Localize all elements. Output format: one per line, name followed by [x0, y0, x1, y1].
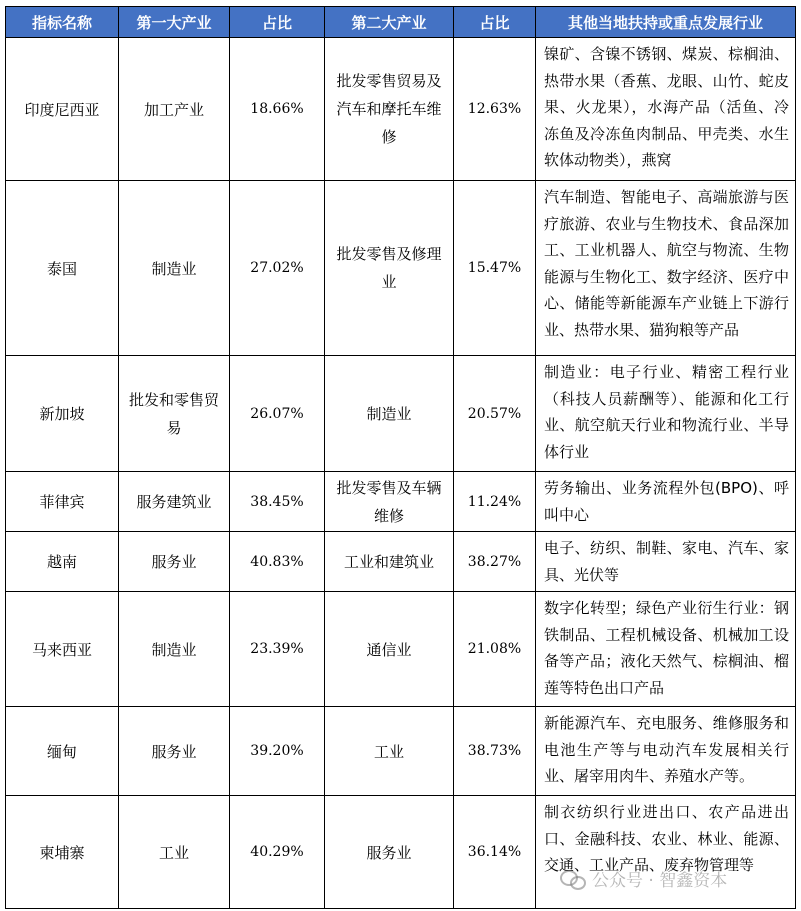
second-industry-cell: 制造业	[325, 356, 454, 472]
other-industries-cell: 汽车制造、智能电子、高端旅游与医疗旅游、农业与生物技术、食品深加工、工业机器人、航空与物流、生物能源与生物化工、数字经济、医疗中心、储能等新能源车产业链上下游行业、热带水果、猫狗粮等产品	[536, 181, 796, 356]
other-industries-cell: 镍矿、含镍不锈钢、煤炭、棕榈油、热带水果（香蕉、龙眼、山竹、蛇皮果、火龙果），水海产品（活鱼、冷冻鱼及冷冻鱼肉制品、甲壳类、水生软体动物类），燕窝	[536, 38, 796, 181]
first-industry-cell: 制造业	[119, 592, 230, 707]
table-row	[6, 38, 796, 181]
second-industry-cell: 工业	[325, 707, 454, 796]
second-share-cell: 38.73%	[454, 707, 536, 796]
second-share-cell: 36.14%	[454, 796, 536, 909]
second-industry-cell: 批发零售及车辆维修	[325, 472, 454, 532]
first-share-cell: 38.45%	[230, 472, 325, 532]
country-cell: 缅甸	[6, 707, 119, 796]
first-share-cell: 18.66%	[230, 38, 325, 181]
other-industries-cell: 制衣纺织行业进出口、农产品进出口、金融科技、农业、林业、能源、交通、工业产品、废弃物管理等	[536, 796, 796, 909]
first-share-cell: 40.83%	[230, 532, 325, 592]
first-industry-cell: 服务业	[119, 532, 230, 592]
second-share-cell: 12.63%	[454, 38, 536, 181]
first-industry-cell: 加工产业	[119, 38, 230, 181]
second-industry-cell: 工业和建筑业	[325, 532, 454, 592]
other-industries-cell: 电子、纺织、制鞋、家电、汽车、家具、光伏等	[536, 532, 796, 592]
other-industries-cell: 数字化转型；绿色产业衍生行业：钢铁制品、工程机械设备、机械加工设备等产品；液化天然气、棕榈油、榴莲等特色出口产品	[536, 592, 796, 707]
second-industry-cell: 批发零售贸易及汽车和摩托车维修	[325, 38, 454, 181]
industry-table	[5, 6, 796, 909]
first-share-cell: 40.29%	[230, 796, 325, 909]
first-industry-cell: 服务业	[119, 707, 230, 796]
country-cell: 越南	[6, 532, 119, 592]
second-industry-cell: 服务业	[325, 796, 454, 909]
first-share-cell: 26.07%	[230, 356, 325, 472]
first-share-cell: 39.20%	[230, 707, 325, 796]
country-cell: 新加坡	[6, 356, 119, 472]
first-industry-cell: 服务建筑业	[119, 472, 230, 532]
country-cell: 泰国	[6, 181, 119, 356]
second-industry-cell: 批发零售及修理业	[325, 181, 454, 356]
table-row	[6, 532, 796, 592]
table-row	[6, 707, 796, 796]
country-cell: 菲律宾	[6, 472, 119, 532]
second-share-cell: 20.57%	[454, 356, 536, 472]
country-cell: 柬埔寨	[6, 796, 119, 909]
table-row	[6, 472, 796, 532]
header-second-industry: 第二大产业	[325, 7, 454, 38]
header-second-share: 占比	[454, 7, 536, 38]
header-row	[6, 7, 796, 38]
table-row	[6, 796, 796, 909]
table-container	[5, 6, 795, 909]
table-row	[6, 356, 796, 472]
other-industries-cell: 新能源汽车、充电服务、维修服务和电池生产等与电动汽车发展相关行业、屠宰用肉牛、养殖水产等。	[536, 707, 796, 796]
other-industries-cell: 劳务输出、业务流程外包(BPO)、呼叫中心	[536, 472, 796, 532]
first-industry-cell: 批发和零售贸易	[119, 356, 230, 472]
second-share-cell: 21.08%	[454, 592, 536, 707]
country-cell: 马来西亚	[6, 592, 119, 707]
first-industry-cell: 制造业	[119, 181, 230, 356]
watermark-text: 公众号 · 智鑫资本	[592, 871, 728, 891]
header-first-share: 占比	[230, 7, 325, 38]
first-share-cell: 27.02%	[230, 181, 325, 356]
second-industry-cell: 通信业	[325, 592, 454, 707]
header-other-industries: 其他当地扶持或重点发展行业	[536, 7, 796, 38]
second-share-cell: 11.24%	[454, 472, 536, 532]
header-first-industry: 第一大产业	[119, 7, 230, 38]
first-share-cell: 23.39%	[230, 592, 325, 707]
table-row	[6, 592, 796, 707]
table-row	[6, 181, 796, 356]
country-cell: 印度尼西亚	[6, 38, 119, 181]
header-indicator: 指标名称	[6, 7, 119, 38]
first-industry-cell: 工业	[119, 796, 230, 909]
second-share-cell: 38.27%	[454, 532, 536, 592]
second-share-cell: 15.47%	[454, 181, 536, 356]
other-industries-cell: 制造业：电子行业、精密工程行业（科技人员薪酬等）、能源和化工行业、航空航天行业和物流行业、半导体行业	[536, 356, 796, 472]
